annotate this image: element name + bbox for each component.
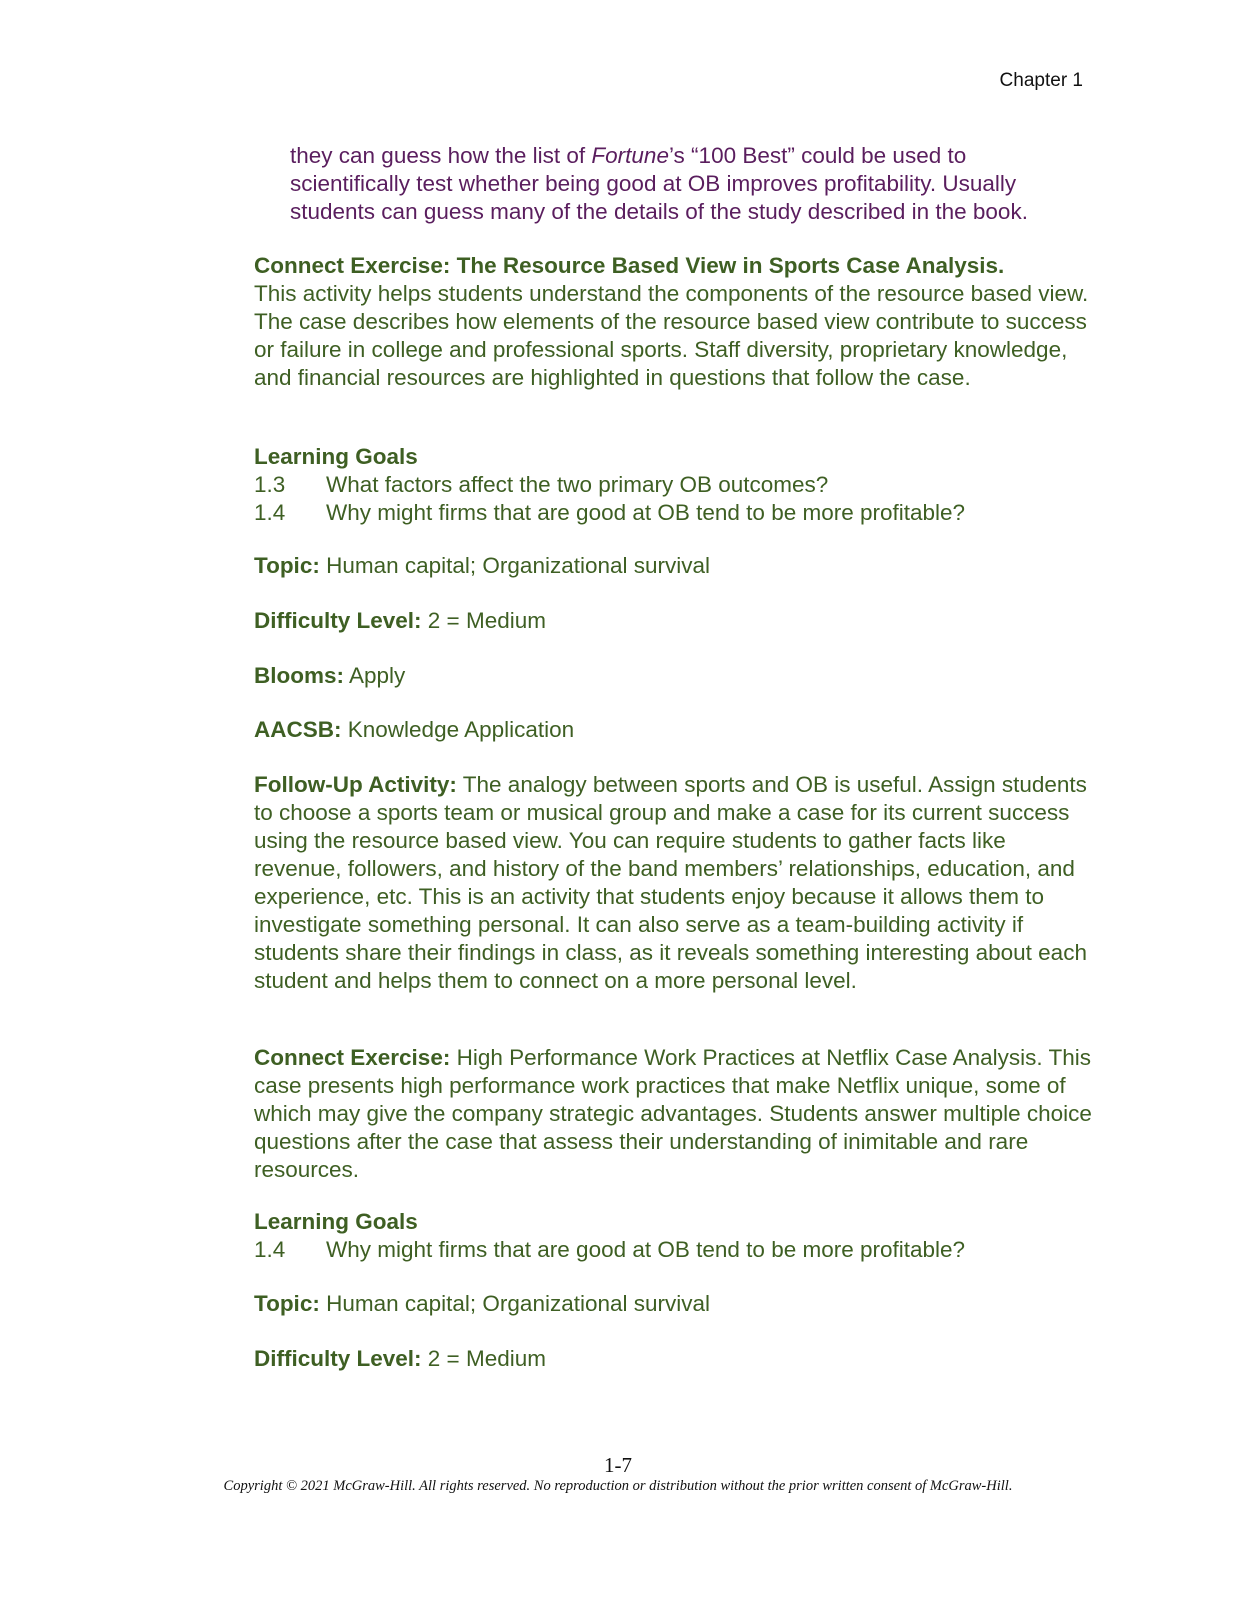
aacsb-label: AACSB: bbox=[254, 717, 342, 742]
intro-text-1: they can guess how the list of bbox=[290, 143, 592, 168]
blooms-label: Blooms: bbox=[254, 663, 344, 688]
goal-number: 1.3 bbox=[254, 472, 286, 497]
intro-text-2: ’s “100 Best” could be used to scientifically test whether being good at OB improves profitability. Usually students can guess many of the details of the study described in the book. bbox=[290, 143, 1028, 224]
exercise2-section bbox=[254, 1044, 1094, 1184]
goal-number: 1.4 bbox=[254, 1237, 286, 1262]
learning-goal-item bbox=[254, 499, 1094, 527]
topic-label: Topic: bbox=[254, 1291, 320, 1316]
difficulty-value: 2 = Medium bbox=[427, 608, 546, 633]
exercise2-body: High Performance Work Practices at Netflix Case Analysis. This case presents high performance work practices that make Netflix unique, some of which may give the company strategic advantages. Students answer multiple choice questions after the case that assess their understanding of inimitable and rare resources. bbox=[254, 1045, 1092, 1182]
copyright-notice: Copyright © 2021 McGraw-Hill. All rights reserved. No reproduction or distribution without the prior written consent of McGraw-Hill. bbox=[223, 1478, 1013, 1494]
difficulty-label: Difficulty Level: bbox=[254, 1346, 422, 1371]
blooms-value: Apply bbox=[349, 663, 406, 688]
exercise1-aacsb bbox=[254, 716, 1094, 744]
exercise1-followup bbox=[254, 771, 1094, 995]
goal-text: Why might firms that are good at OB tend to be more profitable? bbox=[326, 500, 966, 525]
learning-goals-heading: Learning Goals bbox=[254, 1209, 418, 1234]
followup-label: Follow-Up Activity: bbox=[254, 772, 457, 797]
intro-paragraph bbox=[290, 142, 1090, 226]
goal-number: 1.4 bbox=[254, 500, 286, 525]
topic-label: Topic: bbox=[254, 553, 320, 578]
goal-text: What factors affect the two primary OB outcomes? bbox=[326, 472, 829, 497]
exercise1-blooms bbox=[254, 662, 1094, 690]
intro-italic: Fortune bbox=[591, 143, 669, 168]
goal-text: Why might firms that are good at OB tend to be more profitable? bbox=[326, 1237, 966, 1262]
exercise2-learning-goals bbox=[254, 1208, 1094, 1264]
exercise1-difficulty bbox=[254, 607, 1094, 635]
exercise2-difficulty bbox=[254, 1345, 1094, 1373]
exercise1-title: Connect Exercise: The Resource Based View in Sports Case Analysis. bbox=[254, 253, 1005, 278]
exercise1-body: This activity helps students understand the components of the resource based view. The case describes how elements of the resource based view contribute to success or failure in college and professional sports. Staff diversity, proprietary knowledge, and financial resources are highlighted in questions that follow the case. bbox=[254, 281, 1089, 390]
difficulty-value: 2 = Medium bbox=[427, 1346, 546, 1371]
chapter-header: Chapter 1 bbox=[999, 70, 1083, 91]
exercise2-topic bbox=[254, 1290, 1094, 1318]
page-number: 1-7 bbox=[604, 1453, 632, 1477]
learning-goal-item bbox=[254, 1236, 1094, 1264]
exercise2-title: Connect Exercise: bbox=[254, 1045, 451, 1070]
aacsb-value: Knowledge Application bbox=[347, 717, 575, 742]
followup-text: The analogy between sports and OB is useful. Assign students to choose a sports team or musical group and make a case for its current success using the resource based view. You can require students to gather facts like revenue, followers, and history of the band members’ relationships, education, and experience, etc. This is an activity that students enjoy because it allows them to investigate something personal. It can also serve as a team-building activity if students share their findings in class, as it reveals something interesting about each student and helps them to connect on a more personal level. bbox=[254, 772, 1087, 993]
learning-goals-heading: Learning Goals bbox=[254, 444, 418, 469]
exercise1-topic bbox=[254, 552, 1094, 580]
topic-value: Human capital; Organizational survival bbox=[326, 1291, 711, 1316]
difficulty-label: Difficulty Level: bbox=[254, 608, 422, 633]
topic-value: Human capital; Organizational survival bbox=[326, 553, 711, 578]
exercise1-learning-goals bbox=[254, 443, 1094, 527]
exercise1-section bbox=[254, 252, 1094, 392]
learning-goal-item bbox=[254, 471, 1094, 499]
